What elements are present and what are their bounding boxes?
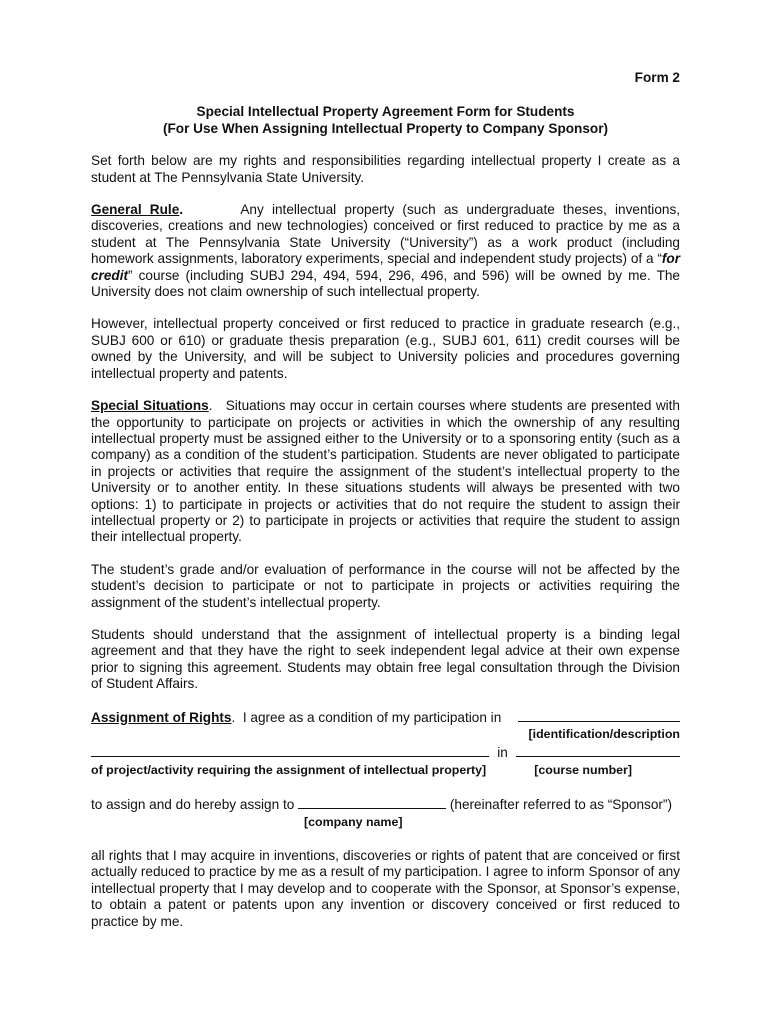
document-page (91, 70, 680, 930)
title-line-2: (For Use When Assigning Intellectual Property to Company Sponsor) (162, 120, 609, 136)
special-situations-text: Situations may occur in certain courses where students are presented with the opportunity to participate on projects or activities in which the ownership of any resulting intellectual property must be assigned either to the University or to a sponsoring entity (such as a company) as a condition of the student’s participation. Students are never obligated to participate in projects or activities that require the assignment of the student’s intellectual property to the University or to another entity. In these situations students will always be presented with two options: 1) to participate in projects or activities that do not require the student to assign their intellectual property or 2) to participate in projects or activities that require the student to assign their intellectual property. (91, 398, 680, 545)
all-rights-paragraph: all rights that I may acquire in inventions, discoveries or rights of patent that are conceived or first actually reduced to practice by me as a result of my participation. I agree to inform Sponsor of any intellectual property that I may develop and to cooperate with the Sponsor, at Sponsor’s expense, to obtain a patent or patents upon any invention or discovery conceived or first reduced to practice by me. (91, 848, 680, 929)
general-rule-text-2: ” course (including SUBJ 294, 494, 594, 296, 496, and 596) will be owned by me. The University does not claim ownership of such intellectual property. (91, 267, 680, 300)
assignment-row-1: Assignment of Rights. I agree as a condition of my participation in (91, 709, 680, 726)
assignment-labels-row (91, 762, 680, 778)
understand-paragraph: Students should understand that the assignment of intellectual property is a binding legal agreement and that they have the right to seek independent legal advice at their own expense prior to signing this agreement. Students may obtain free legal consultation through the Division of Student Affairs. (91, 626, 680, 692)
title-line-1: Special Intellectual Property Agreement Form for Students (196, 104, 575, 120)
project-blank[interactable] (91, 744, 489, 757)
general-rule-heading: General Rule (91, 202, 180, 218)
company-name-label: [company name] (304, 814, 403, 829)
hereinafter-text: (hereinafter referred to as “Sponsor”) (449, 797, 672, 813)
intro-paragraph: Set forth below are my rights and responsibilities regarding intellectual property I create as a student at The Pennsylvania State University. (91, 153, 680, 185)
assignment-text: I agree as a condition of my participation in (242, 709, 502, 725)
for-credit-emphasis: for credit (91, 251, 680, 283)
identification-blank[interactable] (518, 709, 680, 722)
however-paragraph: However, intellectual property conceived or first reduced to practice in graduate research (e.g., SUBJ 600 or 610) or graduate thesis preparation (e.g., SUBJ 601, 611) credit courses will be owned by the University, and will be subject to University policies and procedures governing intellectual property and patents. (91, 316, 680, 381)
identification-label: [identification/description (528, 727, 680, 741)
assignment-row-2 (91, 744, 680, 761)
course-number-blank[interactable] (516, 744, 680, 757)
grade-paragraph: The student’s grade and/or evaluation of performance in the course will not be affected by the student’s decision to participate or not to participate in projects or activities requiring the assignment of the student’s intellectual property. (91, 561, 680, 610)
form-number: Form 2 (634, 70, 680, 85)
assignment-section (91, 709, 680, 830)
course-number-label: [course number] (534, 762, 632, 777)
general-rule-text-1: Any intellectual property (such as undergraduate theses, inventions, discoveries, creations and new technologies) conceived or first reduced to practice by me as a student at The Pennsylvania State University (“University”) as a work product (including homework assignments, laboratory experiments, special and independent study projects) of a “ (91, 202, 681, 267)
company-name-blank[interactable] (298, 796, 446, 809)
general-rule-paragraph: General Rule. Any intellectual property (such as undergraduate theses, inventions, discoveries, creations and new technologies) conceived or first reduced to practice by me as a student at The Pennsylvania State University (“University”) as a work product (including homework assignments, laboratory experiments, special and independent study projects) of a “for credit” course (including SUBJ 294, 494, 594, 296, 496, and 596) will be owned by me. The University does not claim ownership of such intellectual property. (91, 202, 681, 300)
project-label: of project/activity requiring the assignment of intellectual property] (91, 762, 487, 777)
special-situations-paragraph: Special Situations. Situations may occur in certain courses where students are presented with the opportunity to participate on projects or activities in which the ownership of any resulting intellectual property must be assigned either to the University or to a sponsoring entity (such as a company) as a condition of the student’s participation. Students are never obligated to participate in projects or activities that require the assignment of the student’s intellectual property to the University or to another entity. In these situations students will always be presented with two options: 1) to participate in projects or activities that do not require the student to assign their intellectual property or 2) to participate in projects or activities that require the student to assign their intellectual property. (91, 398, 680, 545)
assign-to-row (91, 796, 680, 813)
in-word: in (497, 745, 508, 761)
assignment-heading: Assignment of Rights (91, 709, 232, 725)
assign-to-text: to assign and do hereby assign to (91, 797, 295, 813)
special-situations-heading: Special Situations (91, 398, 209, 414)
